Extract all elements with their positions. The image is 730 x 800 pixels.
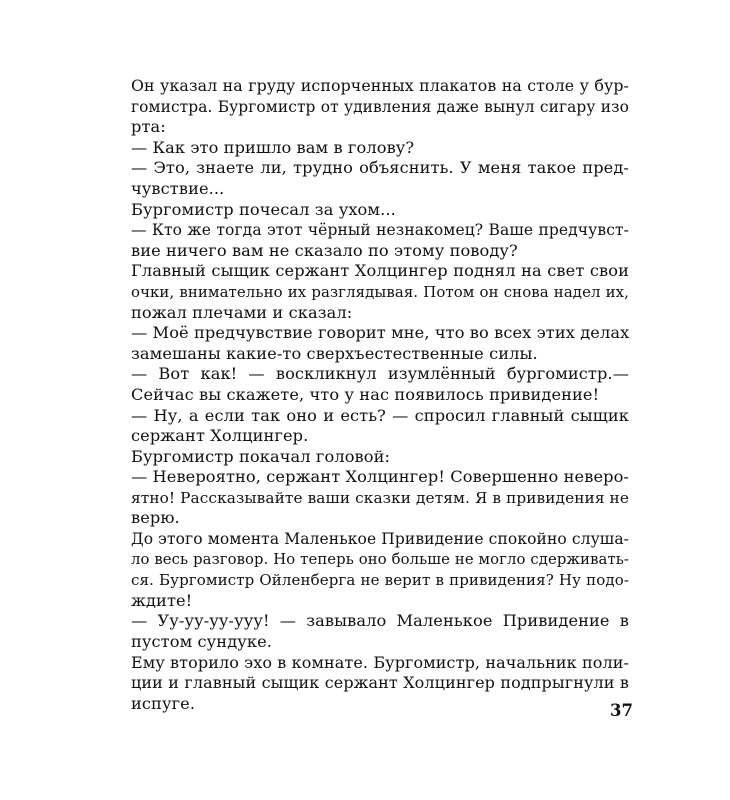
- text-line: пустом сундуке.: [131, 632, 273, 652]
- text-line: ло весь разговор. Но теперь оно больше не могло сдерживать-: [131, 550, 629, 568]
- text-line: — Моё предчувствие говорит мне, что во всех этих делах: [131, 323, 629, 343]
- text-line: верю.: [131, 508, 180, 528]
- page-number: 37: [610, 701, 633, 720]
- text-line: очки, внимательно их разглядывая. Потом он снова надел их,: [131, 282, 629, 301]
- text-line: рта:: [131, 117, 166, 137]
- text-line: пожал плечами и сказал:: [131, 302, 353, 322]
- text-line: замешаны какие-то сверхъестественные силы.: [131, 343, 538, 363]
- text-line: — Невероятно, сержант Холцингер! Совершенно неверо-: [131, 467, 629, 487]
- text-line: — Как это пришло вам в голову?: [131, 137, 415, 157]
- text-line: ждите!: [131, 590, 193, 610]
- text-line: — Уу-уу-уу-ууу! — завывало Маленькое Привидение в: [131, 611, 629, 631]
- text-line: — Вот как! — воскликнул изумлённый бургомистр.—: [131, 364, 629, 384]
- text-line: испуге.: [131, 693, 196, 713]
- text-line: — Кто же тогда этот чёрный незнакомец? Ваше предчувст-: [131, 221, 629, 240]
- text-line: гомистра. Бургомистр от удивления даже вынул сигару изо: [131, 97, 629, 116]
- text-line: ся. Бургомистр Ойленберга не верит в привидения? Ну подо-: [131, 571, 629, 590]
- text-line: Он указал на груду испорченных плакатов на столе у бур-: [131, 76, 629, 95]
- text-line: Бургомистр покачал головой:: [131, 446, 391, 466]
- text-line: ятно! Рассказывайте ваши сказки детям. Я в привидения не: [131, 488, 629, 507]
- body-text: [131, 76, 629, 714]
- text-line: — Ну, а если так оно и есть? — спросил главный сыщик: [131, 405, 629, 425]
- text-line: Бургомистр почесал за ухом...: [131, 199, 396, 219]
- text-line: Сейчас вы скажете, что у нас появилось привидение!: [131, 384, 600, 404]
- text-line: сержант Холцингер.: [131, 426, 309, 446]
- text-line: До этого момента Маленькое Привидение спокойно слуша-: [131, 530, 629, 549]
- text-line: — Это, знаете ли, трудно объяснить. У меня такое пред-: [131, 158, 629, 178]
- text-line: вие ничего вам не сказало по этому поводу?: [131, 240, 518, 260]
- text-line: Ему вторило эхо в комнате. Бургомистр, начальник поли-: [131, 652, 629, 672]
- text-line: ции и главный сыщик сержант Холцингер подпрыгнули в: [131, 673, 629, 693]
- text-line: Главный сыщик сержант Холцингер поднял на свет свои: [131, 261, 629, 281]
- text-line: чувствие...: [131, 178, 225, 198]
